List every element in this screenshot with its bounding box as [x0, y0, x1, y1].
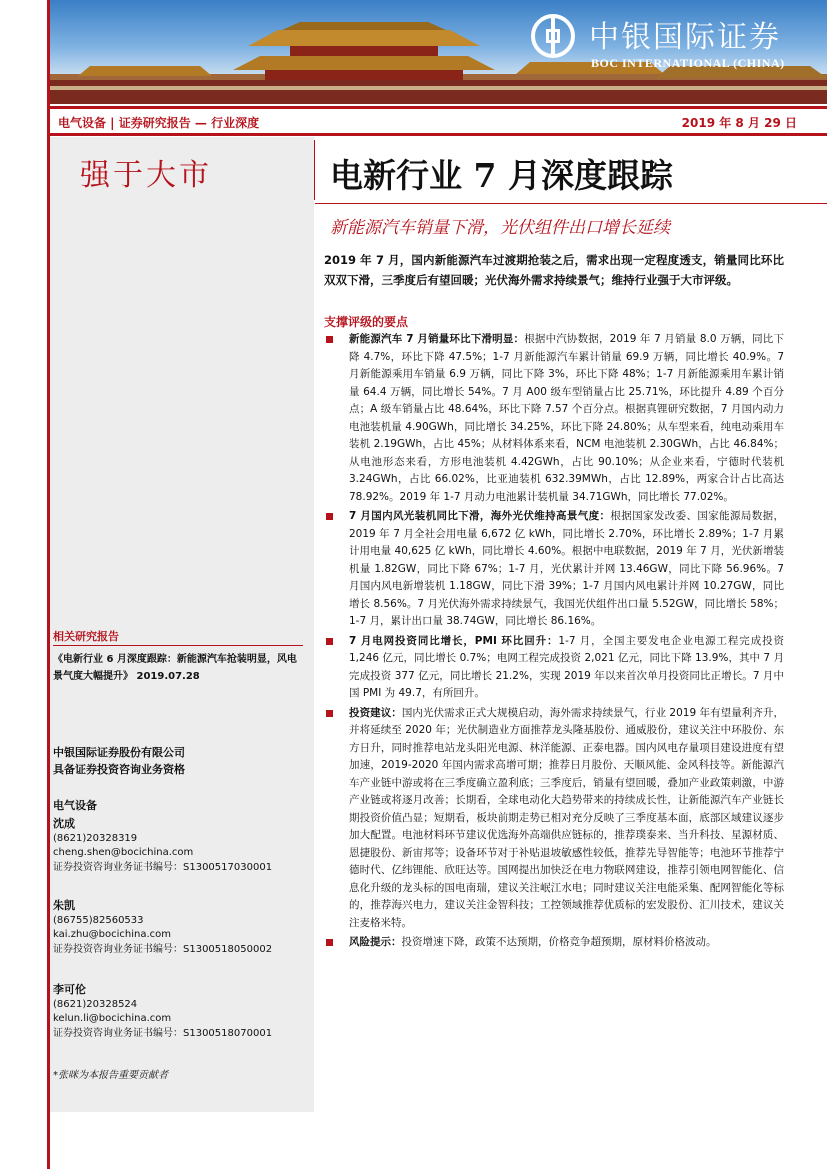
analyst-name: 李可伦 — [53, 983, 86, 996]
analyst-cert: 证券投资咨询业务证书编号：S1300517030001 — [53, 861, 273, 873]
bullet-heading: 7 月国内风光装机同比下滑，海外光伏维持高景气度： — [349, 510, 611, 522]
list-item — [324, 331, 784, 506]
bullet-body: 国内光伏需求正式大规模启动，海外需求持续景气，行业 2019 年有望量利齐升，并将延续至 2020 年；光伏制造业方面推荐龙头隆基股份、通威股份，建议关注中环股份、东方日升，同时推荐电站龙头阳光电源、林洋能源、正泰电器。国内风电存量项目建设进度有望加速，2019-2020 年国内需求高增可期；推荐日月股份、天顺风能、金风科技等。新能源汽车产业链中游或将在三季度确立盈利底；三季度后，销量有望回暖，叠加产业政策刺激，中游产业链或将逐月改善；长期看，全球电动化大趋势带来的持续成长性，让新能源汽车产业链长期投资价值凸显；短期看，板块前期走势已相对充分反映了三季度基本面，底部区域建议逐步加大配置。电池材料环节建议优选海外高端供应链标的，推荐璞泰来、当升科技、星源材质、恩捷股份、新宙邦等；设备环节对于补贴退坡敏感性较低，推荐先导智能等；电池环节推荐宁德时代、亿纬锂能、欣旺达等。国网提出加快泛在电力物联网建设，推荐引领电网智能化、信息化升级的龙头标的国电南瑞，建议关注岷江水电；同时建议关注电能采集、配网智能化等标的，推荐海兴电力，建议关注金智科技；工控领域推荐优质标的宏发股份、汇川技术，建议关注麦格米特。 — [349, 706, 785, 929]
firm-qualification: 具备证券投资咨询业务资格 — [53, 763, 185, 776]
analyst-email[interactable]: kai.zhu@bocichina.com — [53, 929, 171, 940]
report-category-bar — [50, 106, 827, 136]
sector-label: 电气设备 — [53, 799, 97, 812]
subtitle-rule — [315, 203, 827, 204]
analyst-email[interactable]: cheng.shen@bocichina.com — [53, 847, 194, 858]
firm-info — [53, 744, 185, 778]
analyst-cert: 证券投资咨询业务证书编号：S1300518050002 — [53, 943, 273, 955]
analyst-card — [53, 817, 272, 875]
related-reports-heading: 相关研究报告 — [53, 630, 119, 643]
analyst-name: 朱凯 — [53, 899, 75, 912]
report-date: 2019 年 8 月 29 日 — [681, 116, 797, 130]
bullet-heading: 风险提示： — [349, 936, 402, 948]
firm-name: 中银国际证券股份有限公司 — [53, 746, 185, 759]
brand-name-cn: 中银国际证券 — [589, 20, 781, 55]
bullet-body: 根据国家发改委、国家能源局数据，2019 年 7 月全社会用电量 6,672 亿 kWh，同比增长 2.70%，环比增长 2.89%；1-7 月累计用电量 40,625 亿 kWh，同比增长 4.60%。根据中电联数据，2019 年 7 月，光伏新增装机量 1.82GW，同比下降 67%；1-7 月，光伏累计并网 13.46GW，同比下降 56.96%。7 月国内风电新增装机 1.18GW，同比下滑 39%；1-7 月国内风电累计并网 10.27GW，同比增长 8.56%。7 月光伏海外需求持续景气，我国光伏组件出口量 5.52GW，同比增长 58%；1-7 月，累计出口量 38.74GW，同比增长 86.16%。 — [349, 510, 784, 627]
contributor-note: *张咪为本报告重要贡献者 — [53, 1070, 168, 1081]
list-item — [324, 934, 784, 952]
list-item — [324, 705, 784, 933]
analyst-phone: (8621)20328319 — [53, 832, 138, 844]
analyst-phone: (8621)20328524 — [53, 998, 138, 1010]
bullet-square-icon — [326, 513, 333, 520]
key-points-list — [324, 331, 784, 954]
section-heading: 支撑评级的要点 — [324, 315, 409, 329]
report-category: 电气设备 | 证券研究报告 — 行业深度 — [58, 116, 260, 130]
list-item — [324, 508, 784, 631]
bullet-square-icon — [326, 336, 333, 343]
related-reports-rule — [53, 645, 303, 646]
report-summary: 2019 年 7 月，国内新能源汽车过渡期抢装之后，需求出现一定程度透支，销量同比环比双双下滑，三季度后有望回暖；光伏海外需求持续景气；维持行业强于大市评级。 — [324, 253, 784, 287]
bullet-square-icon — [326, 638, 333, 645]
analyst-name: 沈成 — [53, 817, 75, 830]
brand-block — [531, 12, 801, 72]
bullet-body: 1-7 月，全国主要发电企业电源工程完成投资 1,246 亿元，同比增长 0.7%；电网工程完成投资 2,021 亿元，同比下降 13.9%，其中 7 月完成投资 377 亿元，同比增长 21.2%，实现 2019 年以来首次单月投资同比正增长。7 月中国 PMI 为 49.7，有所回升。 — [349, 634, 784, 699]
sidebar-panel — [50, 137, 314, 1112]
analyst-cert: 证券投资咨询业务证书编号：S1300518070001 — [53, 1027, 273, 1039]
header-banner — [50, 0, 827, 104]
rating-slogan: 强于大市 — [80, 158, 212, 193]
boc-logo-icon — [531, 14, 575, 58]
brand-name-en: BOC INTERNATIONAL (CHINA) — [591, 56, 785, 70]
bullet-heading: 投资建议： — [349, 706, 402, 719]
bullet-heading: 7 月电网投资同比增长，PMI 环比回升： — [349, 634, 559, 647]
related-report-item: 《电新行业 6 月深度跟踪：新能源汽车抢装明显，风电景气度大幅提升》 2019.07.28 — [53, 654, 297, 682]
list-item — [324, 633, 784, 703]
bullet-body: 投资增速下降，政策不达预期，价格竞争超预期，原材料价格波动。 — [401, 936, 717, 948]
bullet-square-icon — [326, 939, 333, 946]
bullet-square-icon — [326, 710, 333, 717]
analyst-card — [53, 983, 272, 1041]
analyst-card — [53, 899, 272, 957]
bullet-body: 根据中汽协数据，2019 年 7 月销量 8.0 万辆，同比下降 4.7%，环比下降 47.5%；1-7 月新能源汽车累计销量 69.9 万辆，同比增长 40.9%。7 月新能源乘用车销量 6.9 万辆，同比下降 3%，环比下降 48%；1-7 月新能源乘用车累计销量 64.4 万辆，同比增长 54%。7 月 A00 级车型销量占比 25.71%，环比提升 4.89 个百分点；A 级车销量占比 48.64%，环比下降 7.57 个百分点。根据真锂研究数据，7 月国内动力电池装机量 4.90GWh，同比增长 34.25%，环比下降 24.80%；从车型来看，纯电动乘用车装机 2.19GWh，占比 45%；从材料体系来看，NCM 电池装机 2.30GWh，占比 46.84%；从电池形态来看，方形电池装机 4.42GWh，占比 90.10%；从企业来看，宁德时代装机 3.24GWh，占比 66.02%，比亚迪装机 632.39MWh，占比 12.89%，两家合计占比高达 78.92%。2019 年 1-7 月动力电池累计装机量 34.71GWh，同比增长 77.02%。 — [349, 333, 784, 503]
report-title: 电新行业 7 月深度跟踪 — [330, 156, 673, 195]
title-divider — [314, 140, 315, 200]
analyst-phone: (86755)82560533 — [53, 914, 144, 926]
bullet-heading: 新能源汽车 7 月销量环比下滑明显： — [349, 333, 525, 345]
report-subtitle: 新能源汽车销量下滑，光伏组件出口增长延续 — [330, 218, 670, 238]
analyst-email[interactable]: kelun.li@bocichina.com — [53, 1013, 172, 1024]
